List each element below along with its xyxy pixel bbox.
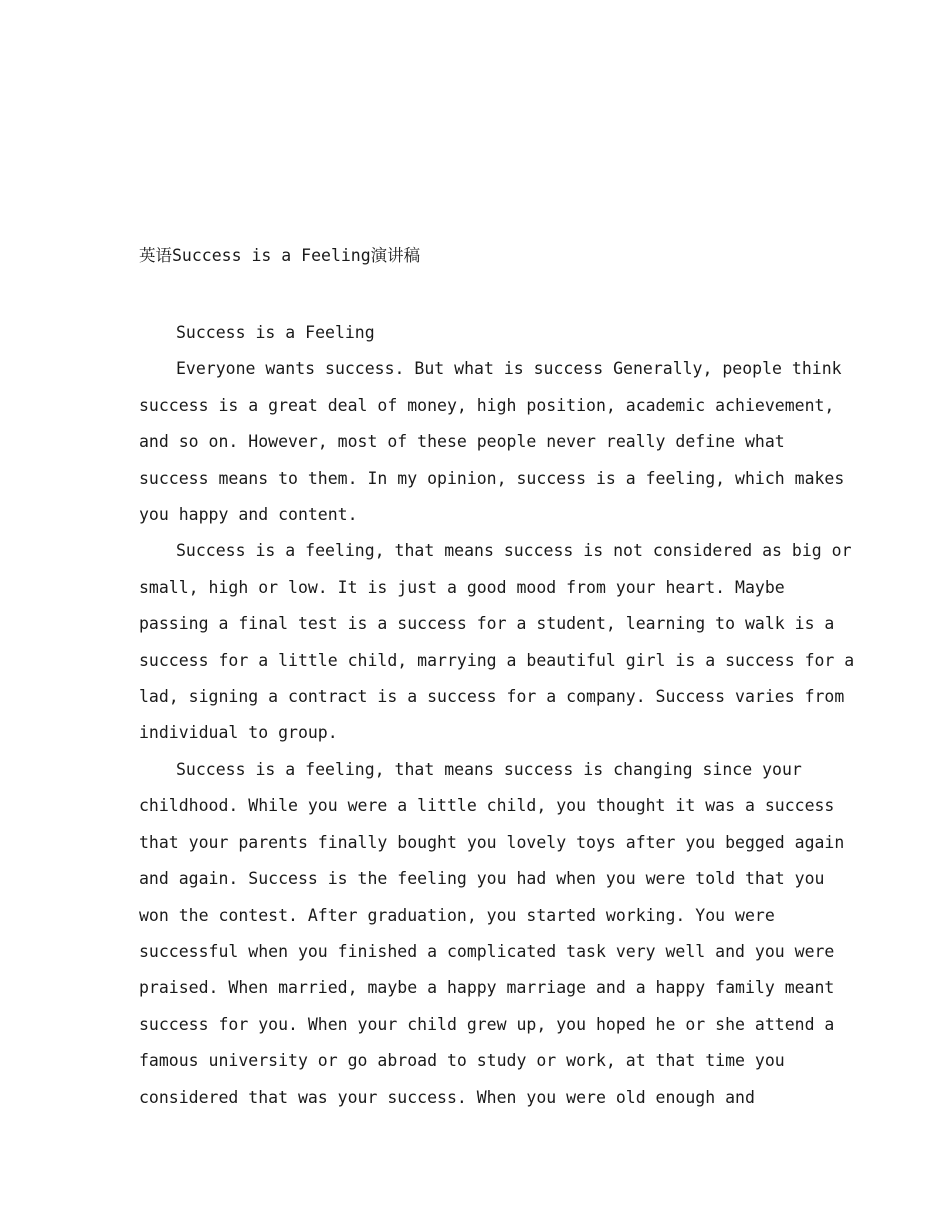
text-line: won the contest. After graduation, you started working. You were (139, 905, 775, 925)
text-line: success is a great deal of money, high position, academic achievement, (139, 395, 835, 415)
document-title: 英语Success is a Feeling演讲稿 (139, 246, 421, 265)
text-line: passing a final test is a success for a student, learning to walk is a (139, 614, 835, 634)
text-line: you happy and content. (139, 505, 358, 525)
text-line: Everyone wants success. But what is success Generally, people think (176, 359, 842, 379)
text-line: successful when you finished a complicated task very well and you were (139, 941, 835, 961)
text-line: lad, signing a contract is a success for a company. Success varies from (139, 687, 845, 707)
text-line: and so on. However, most of these people never really define what (139, 432, 785, 452)
text-line: and again. Success is the feeling you had when you were told that you (139, 869, 825, 889)
speech-subtitle: Success is a Feeling (176, 323, 375, 342)
text-line: that your parents finally bought you lovely toys after you begged again (139, 832, 845, 852)
text-line: childhood. While you were a little child, you thought it was a success (139, 796, 835, 816)
paragraph-2 (139, 533, 855, 751)
text-line: small, high or low. It is just a good mood from your heart. Maybe (139, 577, 785, 597)
paragraph-1 (139, 351, 845, 533)
text-line: success for a little child, marrying a beautiful girl is a success for a (139, 650, 855, 670)
text-line: success means to them. In my opinion, success is a feeling, which makes (139, 468, 845, 488)
text-line: individual to group. (139, 723, 338, 743)
text-line: famous university or go abroad to study or work, at that time you (139, 1051, 785, 1071)
paragraph-3 (139, 752, 845, 1116)
document-body (139, 315, 855, 1116)
text-line: success for you. When your child grew up, you hoped he or she attend a (139, 1014, 835, 1034)
text-line: considered that was your success. When you were old enough and (139, 1087, 755, 1107)
text-line: Success is a feeling, that means success is not considered as big or (176, 541, 852, 561)
text-line: Success is a feeling, that means success is changing since your (176, 759, 802, 779)
text-line: praised. When married, maybe a happy marriage and a happy family meant (139, 978, 835, 998)
